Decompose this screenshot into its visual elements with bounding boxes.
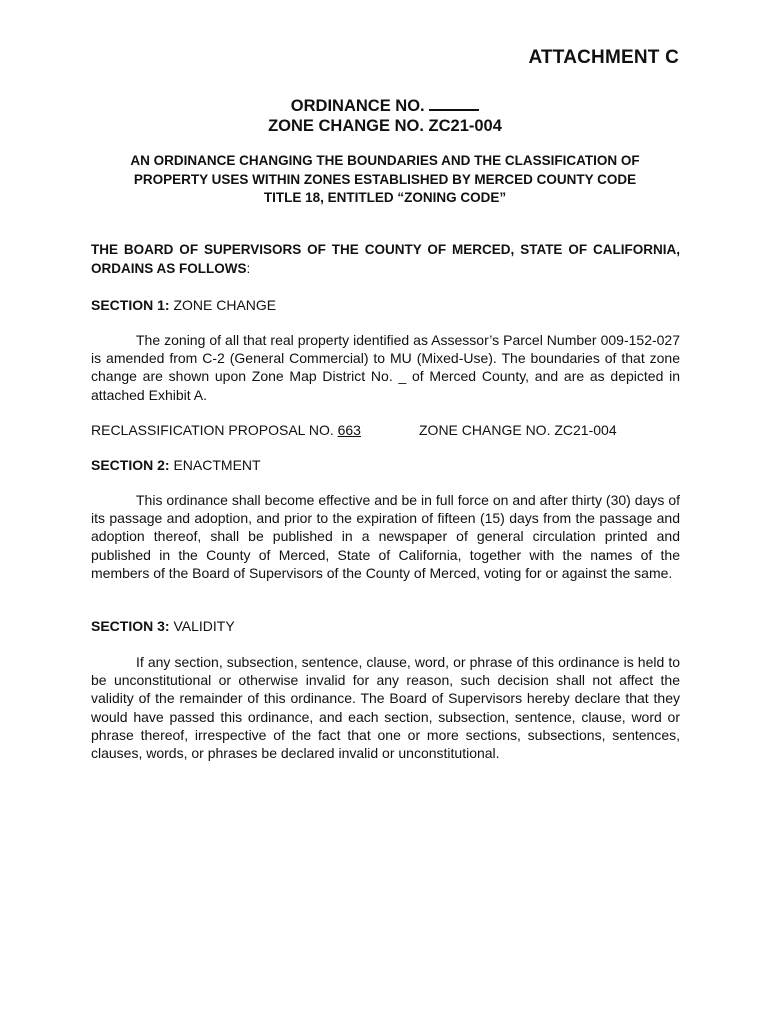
title-line: PROPERTY USES WITHIN ZONES ESTABLISHED BY MERCED COUNTY CODE bbox=[133, 171, 637, 187]
section-3-heading bbox=[91, 617, 235, 635]
ordinance-header bbox=[0, 95, 770, 136]
section-title: ENACTMENT bbox=[173, 457, 261, 473]
ordinance-number-blank bbox=[429, 95, 479, 111]
preamble-text: THE BOARD OF SUPERVISORS OF THE COUNTY OF MERCED, STATE OF CALIFORNIA, ORDAINS AS FOLLOWS bbox=[91, 242, 680, 276]
section-2-body: This ordinance shall become effective and be in full force on and after thirty (30) days of its passage and adoption, and prior to the expiration of fifteen (15) days from the passage and adoption thereof, shall be published in a newspaper of general circulation printed and published in the County of Merced, State of California, together with the names of the members of the Board of Supervisors of the County of Merced, voting for or against the same. bbox=[91, 492, 680, 581]
section-1-body: The zoning of all that real property identified as Assessor’s Parcel Number 009-152-027 is amended from C-2 (General Commercial) to MU (Mixed-Use). The boundaries of that zone change are shown upon Zone Map District No. _ of Merced County, and are as depicted in attached Exhibit A. bbox=[91, 332, 680, 403]
zone-change-number: ZONE CHANGE NO. ZC21-004 bbox=[268, 117, 502, 135]
ordinance-title bbox=[90, 152, 680, 208]
reclassification-label: RECLASSIFICATION PROPOSAL NO. bbox=[91, 422, 334, 438]
section-label: SECTION 3: bbox=[91, 618, 170, 634]
section-title: ZONE CHANGE bbox=[173, 297, 277, 313]
ordinance-number-line bbox=[0, 95, 770, 116]
attachment-label: ATTACHMENT C bbox=[528, 47, 679, 68]
ordinance-number-label: ORDINANCE NO. bbox=[290, 97, 425, 115]
section-2-heading bbox=[91, 456, 261, 474]
reclassification-zone-change: ZONE CHANGE NO. ZC21-004 bbox=[419, 422, 617, 438]
preamble-colon: : bbox=[246, 260, 251, 276]
reclassification-number: 663 bbox=[337, 422, 361, 438]
section-label: SECTION 1: bbox=[91, 297, 170, 313]
title-line: TITLE 18, ENTITLED “ZONING CODE” bbox=[263, 190, 507, 205]
section-title: VALIDITY bbox=[173, 618, 235, 634]
reclassification-line bbox=[91, 421, 680, 439]
section-label: SECTION 2: bbox=[91, 457, 170, 473]
section-3-body: If any section, subsection, sentence, clause, word, or phrase of this ordinance is held to be unconstitutional or otherwise invalid for any reason, such decision shall not affect the validity of the remainder of this ordinance. The Board of Supervisors hereby declare that they would have passed this ordinance, and each section, subsection, sentence, clause, word or phrase thereof, irrespective of the fact that one or more sections, subsections, sentences, clauses, words, or phrases be declared invalid or unconstitutional. bbox=[91, 654, 680, 762]
title-line: AN ORDINANCE CHANGING THE BOUNDARIES AND THE CLASSIFICATION OF bbox=[130, 153, 640, 168]
preamble bbox=[91, 241, 680, 278]
section-1-heading bbox=[91, 296, 276, 314]
